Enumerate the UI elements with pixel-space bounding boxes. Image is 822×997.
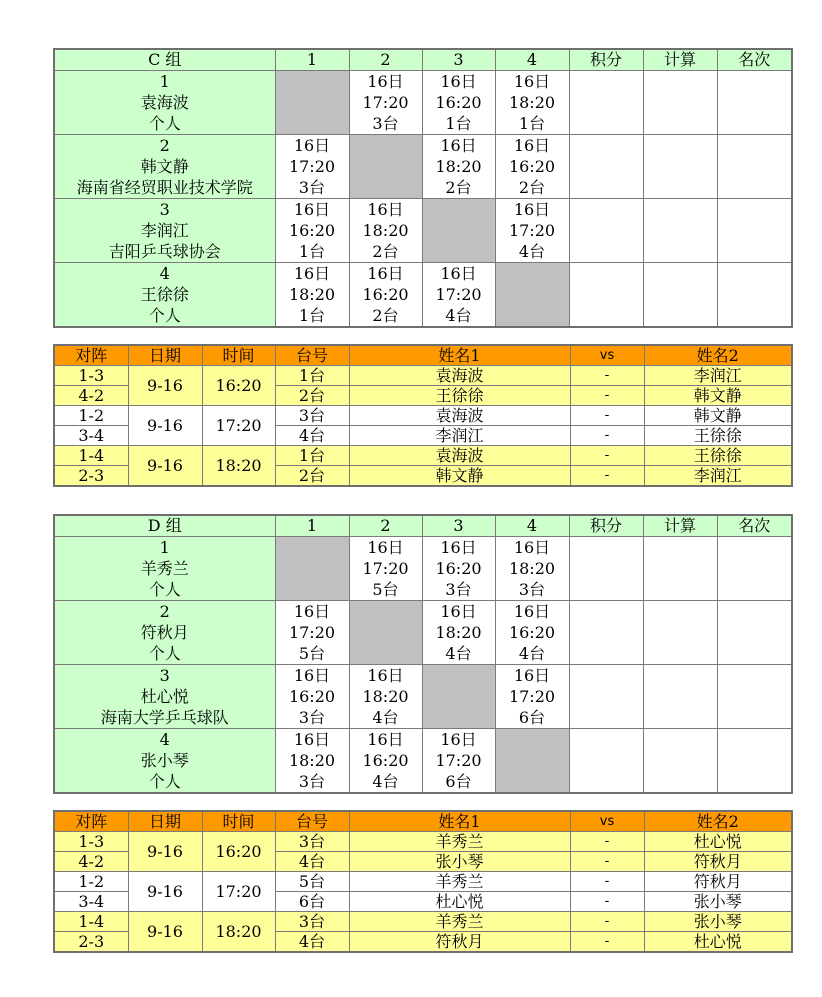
player2-name: 李润江: [644, 466, 792, 487]
player-name: 羊秀兰: [140, 559, 189, 578]
rank-cell[interactable]: [717, 665, 792, 729]
col-header-3: 3: [422, 515, 495, 537]
player-row: [54, 729, 792, 794]
schedule-header-row: [54, 345, 792, 366]
match-day: 16日: [440, 72, 477, 91]
match-day: 16日: [293, 602, 331, 621]
player2-name: 张小琴: [644, 912, 792, 932]
match-time: 16:20: [288, 687, 336, 706]
match-cell: [422, 263, 495, 328]
matchup: 1-2: [54, 872, 128, 892]
match-table: 5台: [298, 644, 326, 663]
player-org: 吉阳乒乓球协会: [108, 242, 221, 261]
group-title: D 组: [54, 515, 275, 537]
match-time: 17:20: [288, 623, 336, 642]
vs-mark: -: [570, 466, 644, 487]
player-name: 张小琴: [140, 751, 189, 770]
match-day: 16日: [293, 200, 331, 219]
match-time: 16:20: [435, 93, 482, 112]
col-header-3: 3: [422, 49, 495, 71]
group-d-grid: [53, 514, 793, 794]
match-day: 16日: [367, 538, 404, 557]
match-table: 4台: [372, 708, 399, 727]
match-time: 18:20: [435, 623, 482, 642]
col-header-time: 时间: [202, 345, 275, 366]
match-date: 9-16: [128, 872, 202, 912]
matchup: 1-4: [54, 912, 128, 932]
match-table: 6台: [445, 772, 472, 791]
rank-cell[interactable]: [717, 199, 792, 263]
match-day: 16日: [440, 602, 477, 621]
player1-name: 符秋月: [349, 932, 570, 953]
match-day: 16日: [440, 538, 477, 557]
schedule-row: [54, 832, 792, 852]
rank-cell[interactable]: [717, 135, 792, 199]
calc-cell[interactable]: [643, 71, 717, 135]
match-day: 16日: [513, 72, 551, 91]
rank-cell[interactable]: [717, 601, 792, 665]
rank-cell[interactable]: [717, 729, 792, 794]
points-cell[interactable]: [569, 135, 643, 199]
points-cell[interactable]: [569, 601, 643, 665]
calc-cell[interactable]: [643, 263, 717, 328]
match-time: 18:20: [362, 221, 409, 240]
player-row: [54, 263, 792, 328]
match-table: 4台: [445, 644, 472, 663]
match-table: 3台: [298, 708, 326, 727]
points-cell[interactable]: [569, 71, 643, 135]
table-number: 1台: [275, 366, 349, 386]
player-row: [54, 135, 792, 199]
matchup: 3-4: [54, 892, 128, 912]
match-time: 17:20: [202, 872, 275, 912]
match-date: 9-16: [128, 912, 202, 953]
match-time: 17:20: [288, 157, 336, 176]
match-time: 16:20: [508, 157, 556, 176]
player-org: 个人: [148, 580, 181, 599]
match-day: 16日: [513, 602, 551, 621]
calc-cell[interactable]: [643, 135, 717, 199]
match-time: 18:20: [202, 912, 275, 953]
diagonal-cell: [422, 199, 495, 263]
vs-mark: -: [570, 832, 644, 852]
diagonal-cell: [275, 537, 349, 601]
player-org: 个人: [148, 772, 181, 791]
player1-name: 袁海波: [349, 406, 570, 426]
calc-cell[interactable]: [643, 729, 717, 794]
table-number: 4台: [275, 426, 349, 446]
player1-name: 羊秀兰: [349, 832, 570, 852]
match-cell: [349, 537, 422, 601]
match-time: 17:20: [508, 221, 556, 240]
col-header-time: 时间: [202, 811, 275, 832]
matchup: 2-3: [54, 466, 128, 487]
player-number: 4: [159, 730, 170, 749]
player-number: 3: [159, 666, 170, 685]
vs-mark: -: [570, 932, 644, 953]
match-time: 18:20: [435, 157, 482, 176]
col-header-table: 台号: [275, 345, 349, 366]
col-header-1: 1: [275, 49, 349, 71]
player-cell: [54, 601, 275, 665]
match-day: 16日: [293, 666, 331, 685]
vs-mark: -: [570, 852, 644, 872]
match-table: 2台: [518, 178, 546, 197]
match-time: 16:20: [362, 285, 409, 304]
player2-name: 杜心悦: [644, 932, 792, 953]
col-header-vs: vs: [570, 811, 644, 832]
match-table: 1台: [445, 114, 472, 133]
match-date: 9-16: [128, 406, 202, 446]
matchup: 1-3: [54, 832, 128, 852]
table-number: 5台: [275, 872, 349, 892]
table-number: 4台: [275, 852, 349, 872]
player-row: [54, 601, 792, 665]
col-header-date: 日期: [128, 811, 202, 832]
player-cell: [54, 135, 275, 199]
group-title: C 组: [54, 49, 275, 71]
diagonal-cell: [495, 729, 569, 794]
points-cell[interactable]: [569, 537, 643, 601]
col-header-rank: 名次: [717, 49, 792, 71]
player2-name: 韩文静: [644, 386, 792, 406]
match-day: 16日: [367, 730, 404, 749]
vs-mark: -: [570, 446, 644, 466]
match-date: 9-16: [128, 832, 202, 872]
match-cell: [275, 601, 349, 665]
match-cell: [275, 199, 349, 263]
vs-mark: -: [570, 386, 644, 406]
match-time: 18:20: [288, 285, 336, 304]
table-number: 1台: [275, 446, 349, 466]
calc-cell[interactable]: [643, 665, 717, 729]
match-cell: [495, 537, 569, 601]
rank-cell[interactable]: [717, 263, 792, 328]
table-number: 4台: [275, 932, 349, 953]
player-row: [54, 665, 792, 729]
player1-name: 袁海波: [349, 446, 570, 466]
match-time: 17:20: [508, 687, 556, 706]
matchup: 4-2: [54, 386, 128, 406]
player2-name: 符秋月: [644, 872, 792, 892]
player-number: 1: [159, 72, 170, 91]
schedule-row: [54, 366, 792, 386]
vs-mark: -: [570, 366, 644, 386]
match-time: 16:20: [508, 623, 556, 642]
match-cell: [422, 601, 495, 665]
col-header-date: 日期: [128, 345, 202, 366]
schedule-row: [54, 446, 792, 466]
match-table: 1台: [298, 306, 326, 325]
match-day: 16日: [513, 136, 551, 155]
col-header-name1: 姓名1: [349, 345, 570, 366]
match-table: 3台: [372, 114, 399, 133]
match-time: 18:20: [362, 687, 409, 706]
match-table: 6台: [518, 708, 546, 727]
player2-name: 王徐徐: [644, 426, 792, 446]
match-time: 18:20: [508, 559, 556, 578]
player2-name: 符秋月: [644, 852, 792, 872]
match-table: 2台: [372, 242, 399, 261]
vs-mark: -: [570, 872, 644, 892]
player-number: 3: [159, 200, 170, 219]
player1-name: 韩文静: [349, 466, 570, 487]
match-time: 17:20: [435, 285, 482, 304]
col-header-2: 2: [349, 515, 422, 537]
col-header-4: 4: [495, 515, 569, 537]
player-row: [54, 537, 792, 601]
matchup: 2-3: [54, 932, 128, 953]
player-number: 4: [159, 264, 170, 283]
vs-mark: -: [570, 426, 644, 446]
match-cell: [495, 665, 569, 729]
match-cell: [349, 729, 422, 794]
match-time: 17:20: [435, 751, 482, 770]
match-cell: [349, 71, 422, 135]
group-d-schedule: [53, 810, 793, 953]
vs-mark: -: [570, 912, 644, 932]
calc-cell[interactable]: [643, 601, 717, 665]
player2-name: 张小琴: [644, 892, 792, 912]
schedule-row: [54, 912, 792, 932]
player1-name: 羊秀兰: [349, 912, 570, 932]
match-time: 16:20: [202, 832, 275, 872]
match-cell: [495, 601, 569, 665]
match-date: 9-16: [128, 366, 202, 406]
col-header-name2: 姓名2: [644, 811, 792, 832]
match-time: 16:20: [435, 559, 482, 578]
player-org: 个人: [148, 114, 181, 133]
col-header-vs: vs: [570, 345, 644, 366]
col-header-rank: 名次: [717, 515, 792, 537]
player-org: 个人: [148, 644, 181, 663]
player-cell: [54, 199, 275, 263]
match-time: 18:20: [202, 446, 275, 487]
vs-mark: -: [570, 892, 644, 912]
player-name: 杜心悦: [140, 687, 189, 706]
rank-cell[interactable]: [717, 537, 792, 601]
player2-name: 王徐徐: [644, 446, 792, 466]
points-cell[interactable]: [569, 665, 643, 729]
table-number: 3台: [275, 832, 349, 852]
match-day: 16日: [367, 264, 404, 283]
col-header-name2: 姓名2: [644, 345, 792, 366]
player-name: 袁海波: [140, 93, 189, 112]
points-cell[interactable]: [569, 263, 643, 328]
col-header-calc: 计算: [643, 515, 717, 537]
match-table: 4台: [372, 772, 399, 791]
match-day: 16日: [440, 730, 477, 749]
schedule-row: [54, 872, 792, 892]
table-number: 2台: [275, 466, 349, 487]
match-day: 16日: [367, 72, 404, 91]
player-org: 个人: [148, 306, 181, 325]
player-cell: [54, 71, 275, 135]
player1-name: 羊秀兰: [349, 872, 570, 892]
player1-name: 李润江: [349, 426, 570, 446]
match-day: 16日: [440, 264, 477, 283]
col-header-matchup: 对阵: [54, 345, 128, 366]
matchup: 1-4: [54, 446, 128, 466]
match-time: 16:20: [202, 366, 275, 406]
grid-header-row: [54, 515, 792, 537]
col-header-points: 积分: [569, 515, 643, 537]
diagonal-cell: [349, 601, 422, 665]
player-cell: [54, 263, 275, 328]
match-table: 5台: [372, 580, 399, 599]
matchup: 3-4: [54, 426, 128, 446]
match-day: 16日: [367, 666, 404, 685]
match-table: 3台: [518, 580, 546, 599]
match-time: 16:20: [362, 751, 409, 770]
match-day: 16日: [513, 200, 551, 219]
match-time: 17:20: [202, 406, 275, 446]
player-org: 海南大学乒乓球队: [100, 708, 229, 727]
points-cell[interactable]: [569, 729, 643, 794]
matchup: 4-2: [54, 852, 128, 872]
table-number: 3台: [275, 406, 349, 426]
col-header-points: 积分: [569, 49, 643, 71]
grid-header-row: [54, 49, 792, 71]
col-header-table: 台号: [275, 811, 349, 832]
table-number: 6台: [275, 892, 349, 912]
calc-cell[interactable]: [643, 199, 717, 263]
match-day: 16日: [293, 264, 331, 283]
diagonal-cell: [349, 135, 422, 199]
player-name: 符秋月: [140, 623, 189, 642]
match-table: 2台: [445, 178, 472, 197]
vs-mark: -: [570, 406, 644, 426]
match-time: 17:20: [362, 559, 409, 578]
match-table: 1台: [298, 242, 326, 261]
col-header-name1: 姓名1: [349, 811, 570, 832]
match-cell: [422, 135, 495, 199]
col-header-1: 1: [275, 515, 349, 537]
player2-name: 李润江: [644, 366, 792, 386]
match-time: 16:20: [288, 221, 336, 240]
match-table: 4台: [518, 242, 546, 261]
matchup: 1-2: [54, 406, 128, 426]
col-header-matchup: 对阵: [54, 811, 128, 832]
player-name: 韩文静: [140, 157, 189, 176]
match-table: 3台: [445, 580, 472, 599]
diagonal-cell: [495, 263, 569, 328]
match-cell: [422, 71, 495, 135]
match-table: 3台: [298, 178, 326, 197]
match-cell: [495, 135, 569, 199]
schedule-header-row: [54, 811, 792, 832]
points-cell[interactable]: [569, 199, 643, 263]
match-day: 16日: [513, 666, 551, 685]
player-org: 海南省经贸职业技术学院: [76, 178, 253, 197]
match-time: 18:20: [288, 751, 336, 770]
match-cell: [422, 729, 495, 794]
player-row: [54, 71, 792, 135]
player2-name: 杜心悦: [644, 832, 792, 852]
match-time: 18:20: [508, 93, 556, 112]
player-row: [54, 199, 792, 263]
schedule-row: [54, 406, 792, 426]
match-table: 4台: [445, 306, 472, 325]
group-c-grid: [53, 48, 793, 328]
player-cell: [54, 729, 275, 794]
match-cell: [422, 537, 495, 601]
player-number: 2: [159, 136, 170, 155]
player-name: 王徐徐: [140, 285, 189, 304]
match-day: 16日: [367, 200, 404, 219]
player-cell: [54, 537, 275, 601]
player-number: 2: [159, 602, 170, 621]
match-cell: [275, 665, 349, 729]
table-number: 3台: [275, 912, 349, 932]
player-number: 1: [159, 538, 170, 557]
match-day: 16日: [440, 136, 477, 155]
match-cell: [275, 135, 349, 199]
player1-name: 袁海波: [349, 366, 570, 386]
player1-name: 张小琴: [349, 852, 570, 872]
match-table: 4台: [518, 644, 546, 663]
player-name: 李润江: [140, 221, 189, 240]
matchup: 1-3: [54, 366, 128, 386]
col-header-4: 4: [495, 49, 569, 71]
match-day: 16日: [513, 538, 551, 557]
col-header-calc: 计算: [643, 49, 717, 71]
calc-cell[interactable]: [643, 537, 717, 601]
match-cell: [349, 199, 422, 263]
match-cell: [275, 729, 349, 794]
diagonal-cell: [422, 665, 495, 729]
match-cell: [495, 71, 569, 135]
group-c-schedule: [53, 344, 793, 487]
match-table: 3台: [298, 772, 326, 791]
diagonal-cell: [275, 71, 349, 135]
player2-name: 韩文静: [644, 406, 792, 426]
match-day: 16日: [293, 730, 331, 749]
match-cell: [349, 665, 422, 729]
match-date: 9-16: [128, 446, 202, 487]
col-header-2: 2: [349, 49, 422, 71]
match-table: 1台: [518, 114, 546, 133]
player1-name: 杜心悦: [349, 892, 570, 912]
match-cell: [495, 199, 569, 263]
match-day: 16日: [293, 136, 331, 155]
rank-cell[interactable]: [717, 71, 792, 135]
match-time: 17:20: [362, 93, 409, 112]
table-number: 2台: [275, 386, 349, 406]
match-table: 2台: [372, 306, 399, 325]
player-cell: [54, 665, 275, 729]
player1-name: 王徐徐: [349, 386, 570, 406]
match-cell: [349, 263, 422, 328]
match-cell: [275, 263, 349, 328]
